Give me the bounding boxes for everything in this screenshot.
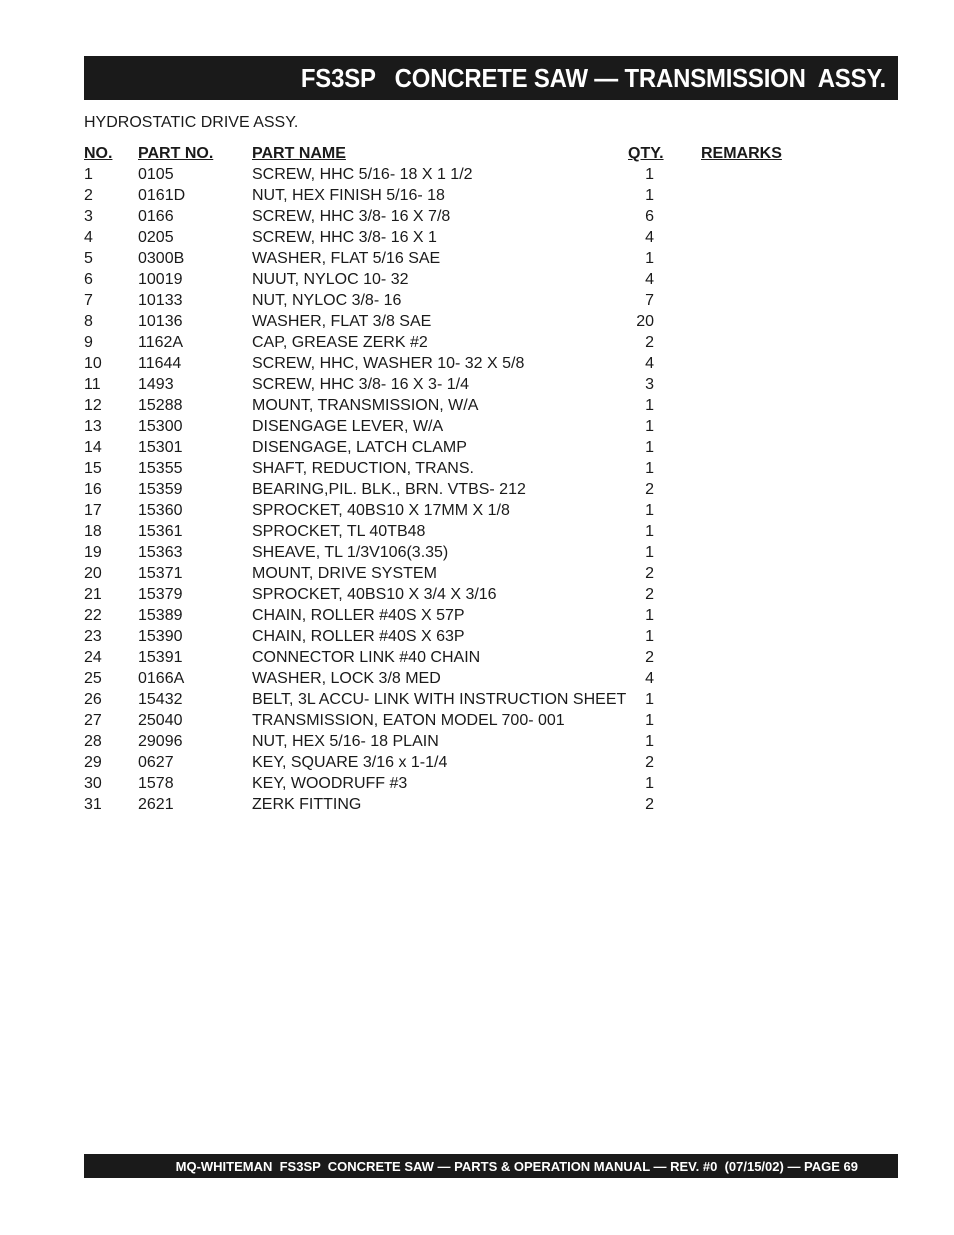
table-body (84, 164, 824, 815)
table-row (84, 248, 824, 269)
table-row (84, 290, 824, 311)
cell-part-name: SHAFT, REDUCTION, TRANS. (252, 460, 474, 477)
cell-part-no: 11644 (138, 355, 182, 372)
cell-qty: 4 (645, 355, 654, 372)
cell-part-no: 0166 (138, 208, 174, 225)
cell-qty: 3 (645, 376, 654, 393)
cell-no: 11 (84, 376, 101, 393)
cell-part-name: NUT, HEX FINISH 5/16- 18 (252, 187, 445, 204)
cell-qty: 2 (645, 565, 654, 582)
cell-part-name: WASHER, LOCK 3/8 MED (252, 670, 441, 687)
cell-no: 30 (84, 775, 102, 792)
cell-part-no: 1493 (138, 376, 174, 393)
table-header-row (84, 143, 824, 164)
cell-part-name: BELT, 3L ACCU- LINK WITH INSTRUCTION SHEET (252, 691, 627, 708)
cell-no: 6 (84, 271, 93, 288)
cell-part-no: 15379 (138, 586, 183, 603)
cell-qty: 20 (636, 313, 654, 330)
cell-part-no: 15360 (138, 502, 183, 519)
table-row (84, 710, 824, 731)
table-row (84, 542, 824, 563)
cell-qty: 1 (645, 628, 654, 645)
cell-qty: 1 (645, 166, 654, 183)
table-row (84, 458, 824, 479)
cell-no: 18 (84, 523, 102, 540)
cell-part-name: ZERK FITTING (252, 796, 362, 813)
table-row (84, 500, 824, 521)
cell-no: 10 (84, 355, 102, 372)
cell-part-no: 0205 (138, 229, 174, 246)
cell-no: 12 (84, 397, 102, 414)
cell-part-no: 0166A (138, 670, 185, 687)
column-header-remarks: REMARKS (701, 145, 782, 162)
column-header-part-no: PART NO. (138, 145, 214, 162)
parts-table (84, 143, 824, 815)
cell-part-name: SCREW, HHC 3/8- 16 X 3- 1/4 (252, 376, 469, 393)
table-row (84, 647, 824, 668)
cell-part-name: KEY, WOODRUFF #3 (252, 775, 408, 792)
table-row (84, 521, 824, 542)
cell-no: 20 (84, 565, 102, 582)
table-row (84, 416, 824, 437)
table-row (84, 269, 824, 290)
cell-no: 3 (84, 208, 93, 225)
cell-part-name: SCREW, HHC 3/8- 16 X 1 (252, 229, 437, 246)
page-title: FS3SP CONCRETE SAW — TRANSMISSION ASSY. (300, 62, 886, 93)
cell-no: 21 (84, 586, 102, 603)
table-row (84, 395, 824, 416)
cell-part-no: 29096 (138, 733, 183, 750)
column-header-part-name: PART NAME (252, 145, 346, 162)
table-row (84, 437, 824, 458)
cell-no: 27 (84, 712, 102, 729)
cell-qty: 1 (645, 733, 654, 750)
cell-part-no: 1162A (138, 334, 184, 351)
cell-part-name: SCREW, HHC 3/8- 16 X 7/8 (252, 208, 451, 225)
cell-part-name: WASHER, FLAT 5/16 SAE (252, 250, 441, 267)
cell-part-name: SCREW, HHC, WASHER 10- 32 X 5/8 (252, 355, 525, 372)
cell-qty: 1 (645, 544, 654, 561)
table-row (84, 164, 824, 185)
cell-part-no: 15361 (138, 523, 183, 540)
cell-part-no: 15371 (138, 565, 183, 582)
table-row (84, 626, 824, 647)
cell-part-no: 10133 (138, 292, 183, 309)
cell-no: 9 (84, 334, 93, 351)
cell-qty: 2 (645, 754, 654, 771)
cell-part-no: 0161D (138, 187, 186, 204)
cell-part-name: SPROCKET, 40BS10 X 17MM X 1/8 (252, 502, 510, 519)
table-row (84, 605, 824, 626)
cell-part-name: SHEAVE, TL 1/3V106(3.35) (252, 544, 449, 561)
cell-qty: 1 (645, 712, 654, 729)
cell-part-no: 15300 (138, 418, 183, 435)
cell-part-no: 10019 (138, 271, 183, 288)
cell-part-no: 2621 (138, 796, 174, 813)
cell-part-no: 0300B (138, 250, 185, 267)
table-row (84, 311, 824, 332)
cell-qty: 1 (645, 418, 654, 435)
cell-qty: 1 (645, 187, 654, 204)
cell-part-name: NUT, NYLOC 3/8- 16 (252, 292, 402, 309)
table-row (84, 479, 824, 500)
cell-part-name: CHAIN, ROLLER #40S X 63P (252, 628, 465, 645)
table-row (84, 773, 824, 794)
column-header-qty: QTY. (628, 145, 664, 162)
cell-part-no: 15432 (138, 691, 183, 708)
table-row (84, 668, 824, 689)
cell-part-no: 15390 (138, 628, 183, 645)
cell-part-no: 15391 (138, 649, 183, 666)
column-header-no: NO. (84, 145, 113, 162)
cell-no: 16 (84, 481, 102, 498)
cell-no: 28 (84, 733, 102, 750)
cell-part-name: WASHER, FLAT 3/8 SAE (252, 313, 432, 330)
cell-part-no: 1578 (138, 775, 174, 792)
cell-qty: 4 (645, 670, 654, 687)
cell-part-name: SPROCKET, 40BS10 X 3/4 X 3/16 (252, 586, 497, 603)
cell-no: 15 (84, 460, 102, 477)
cell-qty: 1 (645, 250, 654, 267)
cell-part-no: 0627 (138, 754, 174, 771)
page-header-bar (84, 56, 898, 100)
cell-qty: 1 (645, 397, 654, 414)
cell-qty: 1 (645, 691, 654, 708)
table-row (84, 563, 824, 584)
table-row (84, 794, 824, 815)
cell-part-name: DISENGAGE LEVER, W/A (252, 418, 444, 435)
cell-part-name: NUUT, NYLOC 10- 32 (252, 271, 409, 288)
cell-part-no: 10136 (138, 313, 183, 330)
cell-no: 23 (84, 628, 102, 645)
cell-qty: 2 (645, 796, 654, 813)
table-row (84, 689, 824, 710)
cell-no: 5 (84, 250, 93, 267)
cell-no: 7 (84, 292, 93, 309)
table-row (84, 185, 824, 206)
cell-no: 29 (84, 754, 102, 771)
cell-part-name: TRANSMISSION, EATON MODEL 700- 001 (252, 712, 565, 729)
cell-qty: 1 (645, 439, 654, 456)
cell-part-no: 15288 (138, 397, 183, 414)
cell-part-name: CAP, GREASE ZERK #2 (252, 334, 428, 351)
cell-no: 24 (84, 649, 102, 666)
cell-no: 2 (84, 187, 93, 204)
cell-part-name: SCREW, HHC 5/16- 18 X 1 1/2 (252, 166, 473, 183)
table-row (84, 353, 824, 374)
cell-qty: 7 (645, 292, 654, 309)
cell-part-no: 15363 (138, 544, 183, 561)
cell-qty: 2 (645, 649, 654, 666)
cell-no: 25 (84, 670, 102, 687)
cell-no: 19 (84, 544, 102, 561)
cell-qty: 1 (645, 502, 654, 519)
cell-part-name: CONNECTOR LINK #40 CHAIN (252, 649, 481, 666)
cell-part-no: 15389 (138, 607, 183, 624)
cell-part-name: MOUNT, TRANSMISSION, W/A (252, 397, 479, 414)
cell-part-name: SPROCKET, TL 40TB48 (252, 523, 426, 540)
table-row (84, 332, 824, 353)
table-row (84, 374, 824, 395)
cell-qty: 1 (645, 607, 654, 624)
cell-no: 26 (84, 691, 102, 708)
cell-no: 31 (84, 796, 102, 813)
cell-qty: 1 (645, 460, 654, 477)
cell-part-no: 15355 (138, 460, 183, 477)
cell-qty: 4 (645, 229, 654, 246)
cell-no: 22 (84, 607, 102, 624)
cell-part-name: DISENGAGE, LATCH CLAMP (252, 439, 467, 456)
cell-qty: 4 (645, 271, 654, 288)
table-row (84, 227, 824, 248)
cell-part-name: CHAIN, ROLLER #40S X 57P (252, 607, 465, 624)
footer-text: MQ-WHITEMAN FS3SP CONCRETE SAW — PARTS & OPERATION MANUAL — REV. #0 (07/15/02) — PAGE 69 (175, 1158, 858, 1174)
cell-part-no: 15301 (138, 439, 183, 456)
cell-part-name: MOUNT, DRIVE SYSTEM (252, 565, 437, 582)
cell-qty: 2 (645, 481, 654, 498)
cell-part-name: KEY, SQUARE 3/16 x 1-1/4 (252, 754, 448, 771)
cell-part-no: 25040 (138, 712, 183, 729)
cell-no: 17 (84, 502, 102, 519)
cell-no: 1 (84, 166, 93, 183)
cell-qty: 2 (645, 334, 654, 351)
cell-qty: 1 (645, 775, 654, 792)
cell-part-name: NUT, HEX 5/16- 18 PLAIN (252, 733, 439, 750)
cell-no: 4 (84, 229, 93, 246)
cell-no: 14 (84, 439, 102, 456)
cell-part-no: 0105 (138, 166, 174, 183)
cell-part-name: BEARING,PIL. BLK., BRN. VTBS- 212 (252, 481, 526, 498)
cell-qty: 2 (645, 586, 654, 603)
cell-part-no: 15359 (138, 481, 183, 498)
cell-qty: 6 (645, 208, 654, 225)
table-row (84, 752, 824, 773)
table-row (84, 584, 824, 605)
cell-no: 13 (84, 418, 102, 435)
table-row (84, 206, 824, 227)
cell-no: 8 (84, 313, 93, 330)
cell-qty: 1 (645, 523, 654, 540)
table-row (84, 731, 824, 752)
page-footer-bar (84, 1154, 898, 1178)
section-title: HYDROSTATIC DRIVE ASSY. (84, 114, 299, 131)
